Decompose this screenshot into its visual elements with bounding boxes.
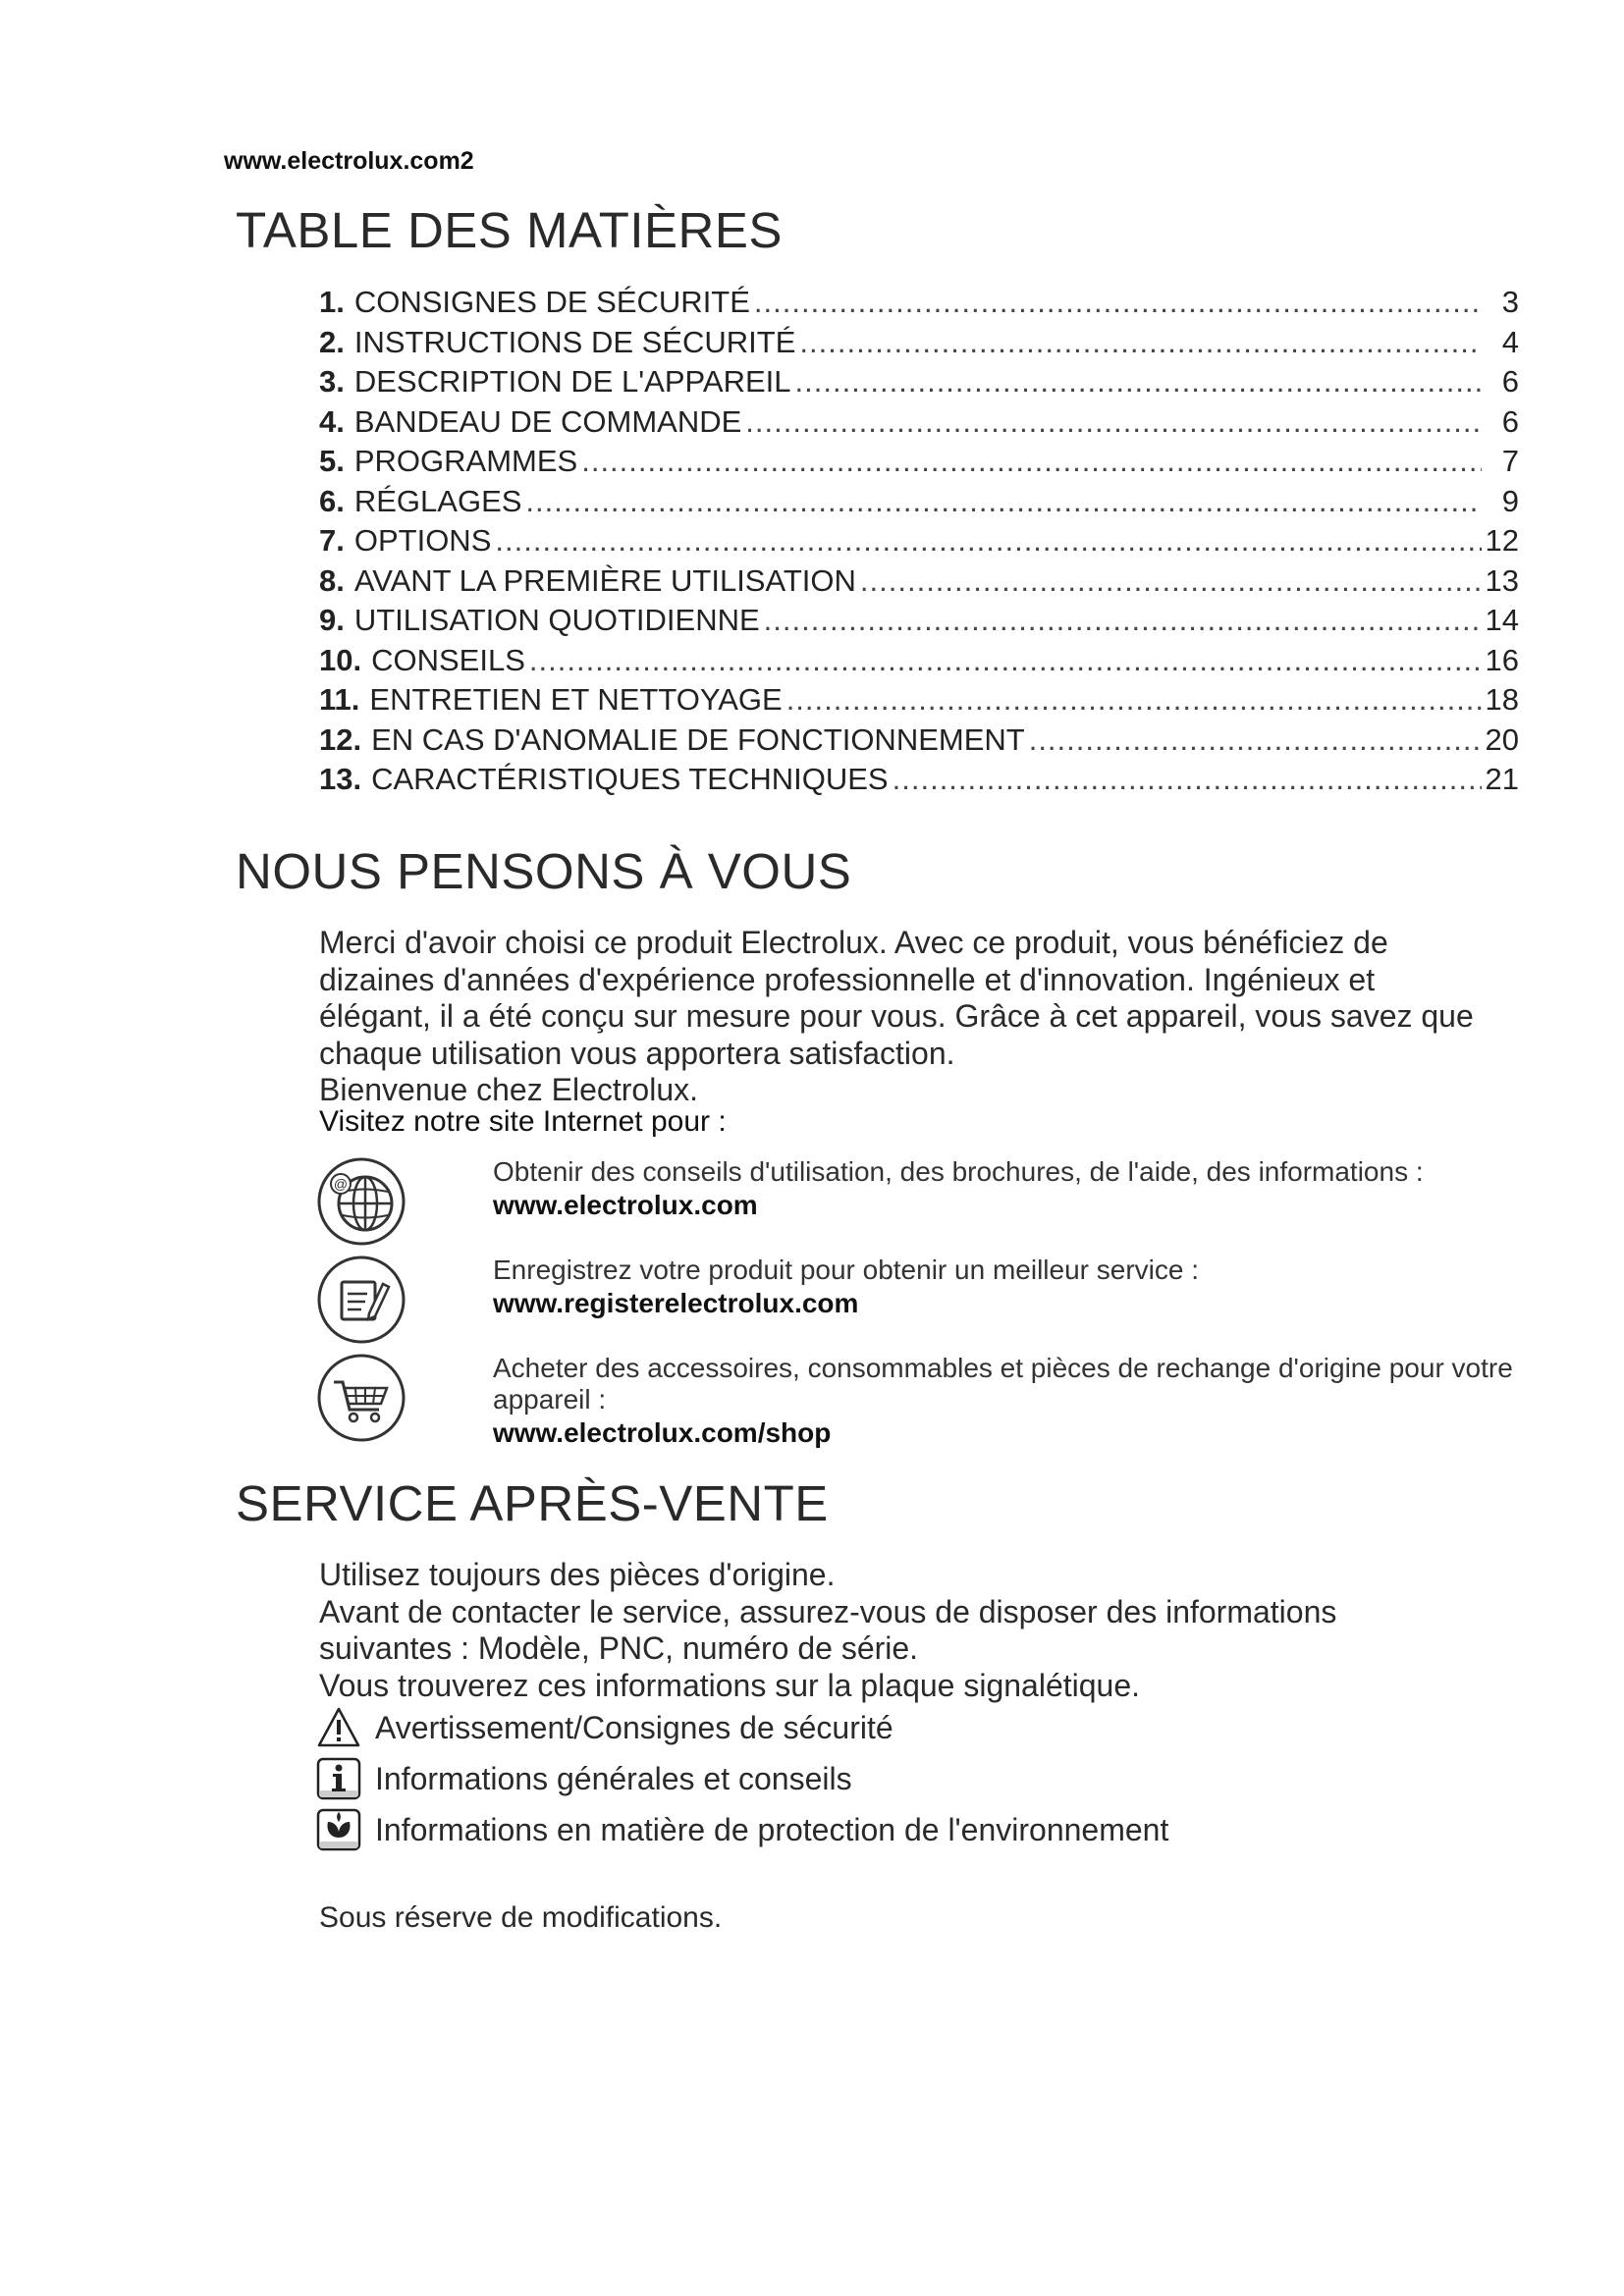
toc-item-page: 12 [1485, 523, 1519, 558]
toc-item[interactable] [319, 325, 1519, 365]
toc-item[interactable] [319, 444, 1519, 484]
toc-leader-dots [529, 643, 1482, 678]
toc-leader-dots [1029, 722, 1482, 758]
welcome-line: Merci d'avoir choisi ce produit Electrolux. Avec ce produit, vous bénéficiez de [319, 925, 1388, 960]
toc-item-number: 9. [319, 603, 345, 637]
register-icon [316, 1255, 406, 1345]
welcome-line: chaque utilisation vous apportera satisfaction. [319, 1035, 955, 1071]
electrolux-link[interactable]: www.electrolux.com [493, 1190, 758, 1220]
visit-label: Visitez notre site Internet pour : [319, 1105, 727, 1138]
welcome-text [319, 925, 1527, 1109]
toc-leader-dots [745, 404, 1482, 440]
toc-item-title: CARACTÉRISTIQUES TECHNIQUES [371, 762, 889, 796]
toc-item-title: DESCRIPTION DE L'APPAREIL [353, 364, 791, 399]
toc-item-title: ENTRETIEN ET NETTOYAGE [369, 682, 783, 717]
toc-leader-dots [786, 682, 1482, 718]
toc-item-title: BANDEAU DE COMMANDE [353, 403, 742, 439]
toc-item-page: 21 [1485, 762, 1519, 796]
toc-item-page: 3 [1501, 285, 1519, 319]
toc-item-number: 6. [319, 483, 345, 518]
toc-item-title: PROGRAMMES [353, 444, 578, 478]
toc-item-page: 14 [1485, 603, 1519, 637]
toc-item-number: 1. [319, 285, 345, 319]
toc-item-number: 12. [319, 721, 362, 757]
toc-item-number: 4. [319, 403, 345, 439]
toc-item-number: 5. [319, 444, 345, 478]
toc-leader-dots [754, 285, 1482, 320]
link-description: Acheter des accessoires, consommables et pièces de rechange d'origine pour votre appareil : [493, 1353, 1513, 1415]
toc-leader-dots [795, 364, 1483, 400]
link-description: Obtenir des conseils d'utilisation, des brochures, de l'aide, des informations : [493, 1156, 1424, 1187]
toc-item-title: CONSIGNES DE SÉCURITÉ [353, 285, 750, 319]
toc-leader-dots [860, 563, 1482, 599]
toc-item[interactable] [319, 364, 1519, 404]
legend-item-environment [316, 1808, 1396, 1853]
toc-title: TABLE DES MATIÈRES [236, 202, 783, 258]
register-link[interactable]: www.registerelectrolux.com [493, 1288, 859, 1318]
toc-item[interactable] [319, 762, 1519, 802]
legend-item-info [316, 1757, 1396, 1802]
toc-leader-dots [799, 325, 1482, 360]
shopping-cart-icon [316, 1353, 406, 1443]
toc-item[interactable] [319, 722, 1519, 763]
service-text [319, 1557, 1527, 1704]
toc-leader-dots [525, 484, 1482, 519]
toc-item-title: AVANT LA PREMIÈRE UTILISATION [353, 562, 856, 598]
toc-item-number: 7. [319, 523, 345, 558]
toc-item-page: 7 [1501, 444, 1519, 478]
toc-leader-dots [893, 762, 1482, 797]
toc-item[interactable] [319, 523, 1519, 563]
toc-item-page: 6 [1501, 364, 1519, 399]
globe-icon [316, 1156, 406, 1247]
toc-item-page: 16 [1485, 642, 1519, 677]
toc-item-page: 9 [1501, 483, 1519, 518]
table-of-contents [319, 285, 1519, 802]
info-icon [316, 1757, 361, 1800]
toc-item-number: 11. [319, 682, 360, 717]
shop-link[interactable]: www.electrolux.com/shop [493, 1417, 832, 1448]
welcome-line: dizaines d'années d'expérience professionnelle et d'innovation. Ingénieux et [319, 961, 1376, 997]
toc-item[interactable] [319, 404, 1519, 445]
toc-item-page: 20 [1485, 721, 1519, 757]
svg-text:@: @ [333, 1176, 349, 1192]
environment-icon [316, 1808, 361, 1851]
toc-item-title: OPTIONS [353, 523, 492, 558]
welcome-line: élégant, il a été conçu sur mesure pour vous. Grâce à cet appareil, vous savez que [319, 998, 1474, 1034]
header-url: www.electrolux.com2 [224, 147, 474, 175]
toc-item-number: 10. [319, 642, 362, 677]
toc-item[interactable] [319, 603, 1519, 643]
toc-item-page: 18 [1485, 682, 1519, 717]
toc-item-number: 2. [319, 324, 345, 359]
welcome-line: Bienvenue chez Electrolux. [319, 1072, 698, 1107]
warning-icon [316, 1706, 361, 1749]
toc-item-title: RÉGLAGES [353, 483, 522, 518]
toc-item[interactable] [319, 643, 1519, 683]
toc-leader-dots [495, 523, 1481, 559]
toc-item[interactable] [319, 682, 1519, 722]
service-title: SERVICE APRÈS-VENTE [236, 1475, 829, 1531]
toc-item-number: 13. [319, 762, 362, 796]
service-line: Vous trouverez ces informations sur la plaque signalétique. [319, 1667, 1141, 1703]
service-line: Avant de contacter le service, assurez-vous de disposer des informations [319, 1593, 1337, 1629]
legend-label: Avertissement/Consignes de sécurité [375, 1710, 893, 1745]
toc-item[interactable] [319, 484, 1519, 524]
footer-note: Sous réserve de modifications. [319, 1901, 723, 1934]
toc-item[interactable] [319, 285, 1519, 325]
legend-label: Informations en matière de protection de l'environnement [375, 1812, 1169, 1847]
toc-item-title: INSTRUCTIONS DE SÉCURITÉ [353, 324, 796, 359]
legend-item-warning [316, 1706, 1396, 1751]
toc-item-title: EN CAS D'ANOMALIE DE FONCTIONNEMENT [371, 721, 1025, 757]
service-line: Utilisez toujours des pièces d'origine. [319, 1557, 836, 1592]
toc-item-number: 8. [319, 562, 345, 598]
toc-item-page: 4 [1501, 324, 1519, 359]
toc-leader-dots [764, 603, 1482, 638]
service-line: suivantes : Modèle, PNC, numéro de série. [319, 1630, 919, 1666]
toc-item-title: UTILISATION QUOTIDIENNE [353, 603, 760, 637]
legend-label: Informations générales et conseils [375, 1761, 852, 1796]
toc-item-title: CONSEILS [371, 642, 525, 677]
welcome-title: NOUS PENSONS À VOUS [236, 843, 852, 899]
toc-item-number: 3. [319, 364, 345, 399]
toc-item-page: 6 [1501, 403, 1519, 439]
toc-leader-dots [581, 444, 1482, 479]
toc-item-page: 13 [1485, 562, 1519, 598]
link-description: Enregistrez votre produit pour obtenir un meilleur service : [493, 1255, 1200, 1285]
toc-item[interactable] [319, 563, 1519, 604]
